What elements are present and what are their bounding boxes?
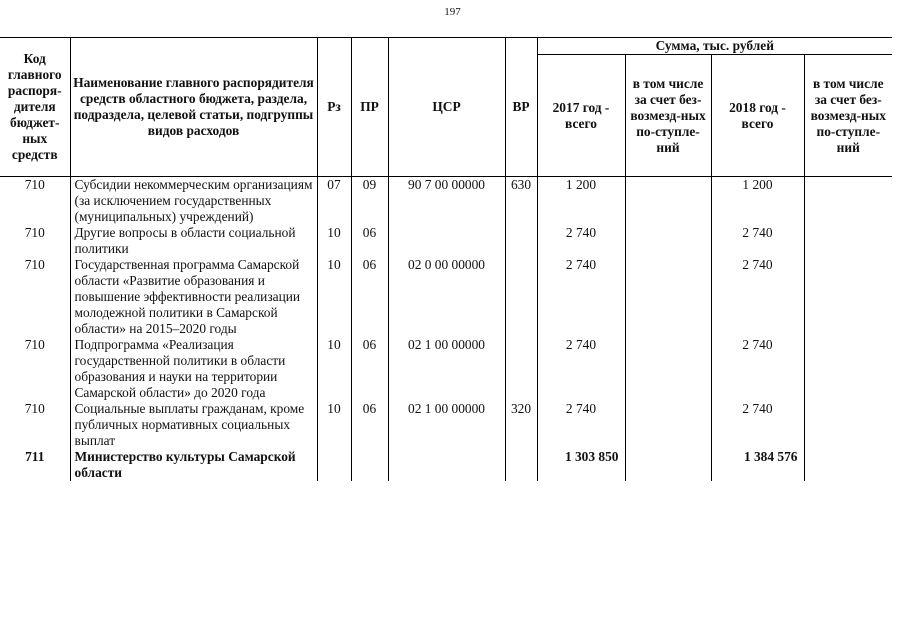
header-2018-total: 2018 год - всего (711, 55, 804, 177)
header-row (0, 38, 892, 55)
cell-2017-grants (625, 449, 711, 481)
cell-pr: 09 (351, 177, 388, 226)
cell-csr: 02 0 00 00000 (388, 257, 505, 337)
header-vr: ВР (505, 38, 537, 177)
cell-code: 711 (25, 449, 45, 464)
cell-2017-grants (625, 337, 711, 401)
cell-rz: 10 (317, 401, 351, 449)
cell-csr: 90 7 00 00000 (388, 177, 505, 226)
cell-2018-total: 1 384 576 (711, 449, 804, 481)
cell-rz: 07 (317, 177, 351, 226)
cell-vr (505, 449, 537, 481)
cell-csr: 02 1 00 00000 (388, 337, 505, 401)
cell-pr (351, 449, 388, 481)
cell-code: 710 (24, 257, 45, 272)
cell-2017-grants (625, 225, 711, 257)
cell-vr (505, 337, 537, 401)
cell-2017-total: 2 740 (537, 401, 625, 449)
cell-2018-grants (804, 177, 892, 226)
cell-2018-total: 2 740 (711, 337, 804, 401)
cell-2018-grants (804, 449, 892, 481)
cell-2017-total: 2 740 (537, 225, 625, 257)
cell-2017-grants (625, 257, 711, 337)
cell-csr (388, 449, 505, 481)
table-row (0, 401, 892, 449)
header-rz: Рз (317, 38, 351, 177)
header-sum-group: Сумма, тыс. рублей (537, 38, 892, 55)
cell-vr: 630 (505, 177, 537, 226)
cell-pr: 06 (351, 257, 388, 337)
cell-2017-total: 2 740 (537, 257, 625, 337)
cell-name: Подпрограмма «Реализация государственной политики в области образования и науки на территории Самарской области» до 2020 года (70, 337, 317, 401)
table-row (0, 449, 892, 481)
cell-2017-total: 1 200 (537, 177, 625, 226)
cell-2017-total: 1 303 850 (537, 449, 625, 481)
table-row (0, 225, 892, 257)
cell-vr: 320 (505, 401, 537, 449)
cell-2018-grants (804, 337, 892, 401)
header-2017-grants: в том числе за счет без-возмезд-ных по-ступле-ний (625, 55, 711, 177)
cell-csr: 02 1 00 00000 (388, 401, 505, 449)
cell-pr: 06 (351, 337, 388, 401)
cell-pr: 06 (351, 401, 388, 449)
header-csr: ЦСР (388, 38, 505, 177)
cell-pr: 06 (351, 225, 388, 257)
cell-2018-grants (804, 225, 892, 257)
page-number: 197 (444, 6, 461, 18)
table-row (0, 337, 892, 401)
cell-name: Социальные выплаты гражданам, кроме публичных нормативных социальных выплат (70, 401, 317, 449)
cell-rz (317, 449, 351, 481)
table-row (0, 257, 892, 337)
header-2018-grants: в том числе за счет без-возмезд-ных по-ступле-ний (804, 55, 892, 177)
header-2017-total: 2017 год - всего (537, 55, 625, 177)
cell-rz: 10 (317, 225, 351, 257)
cell-code: 710 (24, 337, 45, 352)
cell-2017-grants (625, 177, 711, 226)
cell-2018-total: 2 740 (711, 225, 804, 257)
cell-2018-grants (804, 401, 892, 449)
cell-2017-total: 2 740 (537, 337, 625, 401)
table-body (0, 177, 892, 482)
header-pr: ПР (351, 38, 388, 177)
header-name: Наименование главного распорядителя средств областного бюджета, раздела, подраздела, целевой статьи, подгруппы видов расходов (70, 38, 317, 177)
header-code: Код главного распоря-дителя бюджет-ных средств (0, 38, 70, 177)
cell-2018-grants (804, 257, 892, 337)
table-row (0, 177, 892, 226)
cell-code: 710 (24, 225, 45, 240)
cell-name: Субсидии некоммерческим организациям (за исключением государственных (муниципальных) учреждений) (70, 177, 317, 226)
cell-vr (505, 257, 537, 337)
cell-name: Министерство культуры Самарской области (70, 449, 317, 481)
cell-2017-grants (625, 401, 711, 449)
cell-2018-total: 2 740 (711, 401, 804, 449)
budget-table (0, 37, 892, 481)
cell-rz: 10 (317, 337, 351, 401)
cell-code: 710 (24, 401, 45, 416)
cell-2018-total: 2 740 (711, 257, 804, 337)
cell-code: 710 (24, 177, 45, 192)
cell-2018-total: 1 200 (711, 177, 804, 226)
cell-csr (388, 225, 505, 257)
cell-name: Государственная программа Самарской области «Развитие образования и повышение эффективности реализации молодежной политики в Самарской области» на 2015–2020 годы (70, 257, 317, 337)
cell-vr (505, 225, 537, 257)
cell-rz: 10 (317, 257, 351, 337)
cell-name: Другие вопросы в области социальной политики (70, 225, 317, 257)
